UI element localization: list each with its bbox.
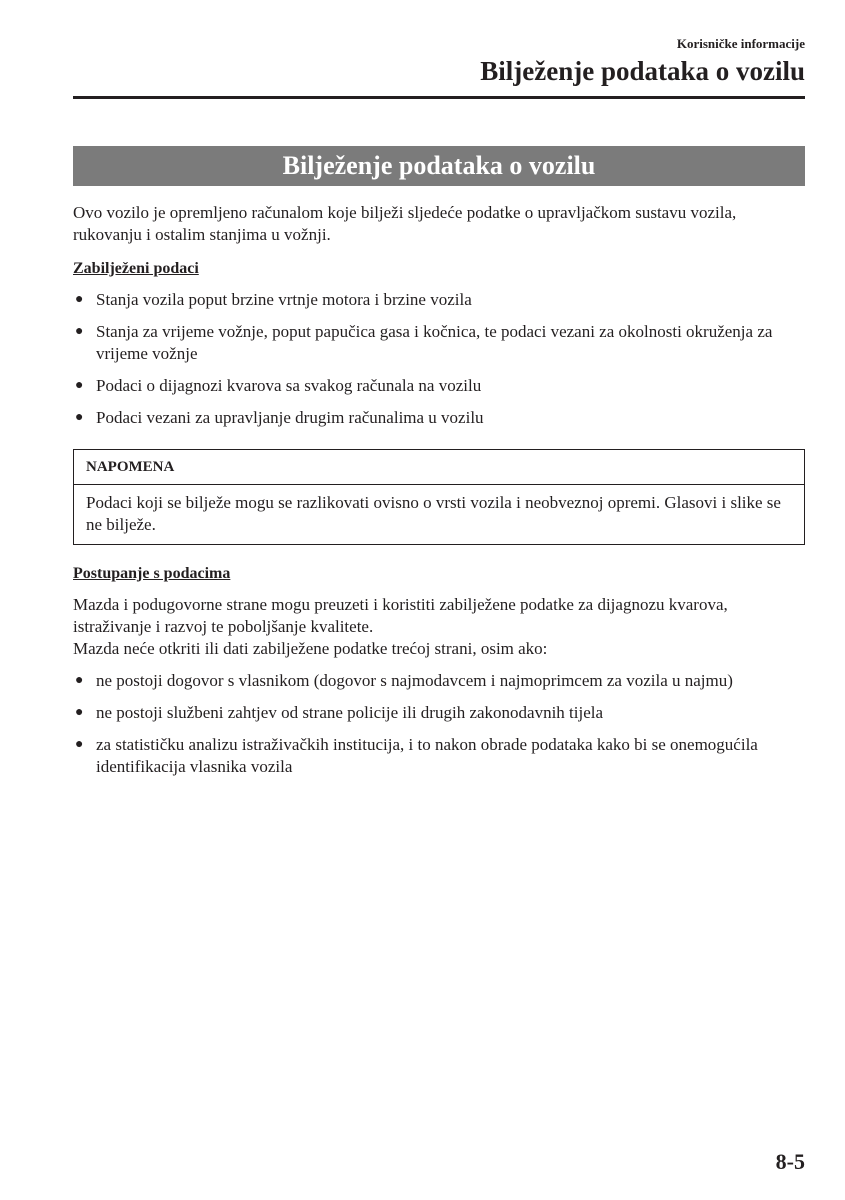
page-content (73, 202, 805, 788)
recorded-data-heading: Zabilježeni podaci (73, 260, 199, 277)
data-handling-heading: Postupanje s podacima (73, 565, 231, 582)
header-divider (73, 96, 805, 99)
running-header-title: Bilježenje podataka o vozilu (480, 56, 805, 86)
intro-paragraph: Ovo vozilo je opremljeno računalom koje bilježi sljedeće podatke o upravljačkom sustavu vozila, rukovanju i ostalim stanjima u vožnji. (73, 203, 737, 244)
bullet-icon: ● (75, 378, 84, 393)
bullet-icon: ● (75, 410, 84, 425)
bullet-icon: ● (75, 737, 84, 752)
recorded-data-list (73, 289, 805, 429)
handling-paragraph-1: Mazda i podugovorne strane mogu preuzeti i koristiti zabilježene podatke za dijagnozu kvarova, istraživanje i razvoj te poboljšanje kvalitete. (73, 595, 728, 636)
note-box (73, 449, 805, 545)
page-number: 8-5 (775, 1149, 805, 1174)
list-item: ● ne postoji službeni zahtjev od strane policije ili drugih zakonodavnih tijela (75, 703, 604, 722)
list-item: ● za statističku analizu istraživačkih institucija, i to nakon obrade podataka kako bi se onemogućila identifikacija vlasnika vozila (75, 735, 758, 776)
disclosure-exceptions-list (73, 670, 805, 778)
handling-paragraph-2: Mazda neće otkriti ili dati zabilježene podatke trećoj strani, osim ako: (73, 639, 548, 658)
note-text: Podaci koji se bilježe mogu se razlikovati ovisno o vrsti vozila i neobveznoj opremi. Glasovi i slike se ne bilježe. (86, 493, 781, 534)
list-item: ● Podaci o dijagnozi kvarova sa svakog računala na vozilu (75, 376, 482, 395)
bullet-icon: ● (75, 324, 84, 339)
list-item: ● Stanja vozila poput brzine vrtnje motora i brzine vozila (75, 290, 472, 309)
list-item: ● Podaci vezani za upravljanje drugim računalima u vozilu (75, 408, 484, 427)
bullet-icon: ● (75, 292, 84, 307)
running-header-section: Korisničke informacije (676, 36, 805, 51)
list-item: ● Stanja za vrijeme vožnje, poput papučica gasa i kočnica, te podaci vezani za okolnosti okruženja za vrijeme vožnje (75, 322, 773, 363)
note-heading: NAPOMENA (74, 450, 804, 485)
bullet-icon: ● (75, 705, 84, 720)
bullet-icon: ● (75, 673, 84, 688)
section-banner: Bilježenje podataka o vozilu (73, 146, 805, 186)
list-item: ● ne postoji dogovor s vlasnikom (dogovor s najmodavcem i najmoprimcem za vozila u najmu) (75, 671, 733, 690)
